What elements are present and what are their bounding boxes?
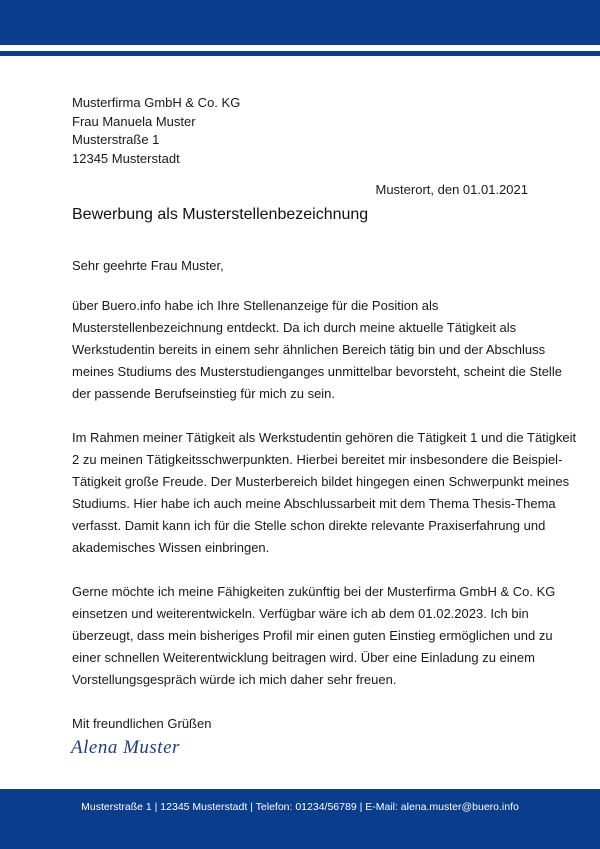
paragraph-1 <box>72 295 562 405</box>
paragraph-line: über Buero.info habe ich Ihre Stellenanzeige für die Position als <box>72 298 439 313</box>
paragraph-line: akademisches Wissen einbringen. <box>72 540 270 555</box>
recipient-city: 12345 Musterstadt <box>72 151 180 167</box>
paragraph-line: meines Studiums des Musterstudienganges unmittelbar bevorsteht, scheint die Stelle <box>72 364 562 379</box>
paragraph-line: Musterstellenbezeichnung entdeckt. Da ich durch meine aktuelle Tätigkeit als <box>72 320 517 335</box>
paragraph-line: Im Rahmen meiner Tätigkeit als Werkstudentin gehören die Tätigkeit 1 und die Tätigkeit <box>72 430 577 445</box>
footer-contact-info: Musterstraße 1 | 12345 Musterstadt | Telefon: 01234/56789 | E-Mail: alena.muster@buero.info <box>81 801 519 813</box>
paragraph-2 <box>72 427 577 559</box>
header-stripe <box>0 51 600 56</box>
paragraph-line: Vorstellungsgespräch würde ich mich daher sehr freuen. <box>72 672 397 687</box>
recipient-contact: Frau Manuela Muster <box>72 113 196 129</box>
recipient-company: Musterfirma GmbH & Co. KG <box>72 95 241 110</box>
paragraph-line: 2 zu meinen Tätigkeitsschwerpunkten. Hierbei bereitet mir insbesondere die Beispiel- <box>72 452 563 467</box>
signature: Alena Muster <box>71 737 180 758</box>
closing-line: Mit freundlichen Grüßen <box>72 716 212 731</box>
paragraph-line: einsetzen und weiterentwickeln. Verfügbar wäre ich ab dem 01.02.2023. Ich bin <box>72 606 529 621</box>
paragraph-line: einer schnellen Weiterentwicklung beitragen wird. Über eine Einladung zu einem <box>72 650 535 665</box>
paragraph-line: Studiums. Hier habe ich auch meine Abschlussarbeit mit dem Thema Thesis-Thema <box>72 496 556 511</box>
paragraph-line: Werkstudentin bereits in einem sehr ähnlichen Bereich tätig bin und der Abschluss <box>72 342 546 357</box>
paragraph-line: der passende Berufseinstieg für mich zu sein. <box>72 386 336 401</box>
recipient-address <box>72 94 240 169</box>
recipient-street: Musterstraße 1 <box>72 132 160 148</box>
paragraph-line: Tätigkeit große Freude. Der Musterbereich bildet hingegen einen Schwerpunkt meines <box>72 474 570 489</box>
footer-band <box>0 789 600 849</box>
header-band <box>0 0 600 45</box>
paragraph-line: überzeugt, dass mein bisheriges Profil mir einen guten Einstieg ermöglichen und zu <box>72 628 553 643</box>
paragraph-3 <box>72 581 556 691</box>
paragraph-line: Gerne möchte ich meine Fähigkeiten zukünftig bei der Musterfirma GmbH & Co. KG <box>72 584 556 599</box>
date-line: Musterort, den 01.01.2021 <box>375 182 528 197</box>
subject-line: Bewerbung als Musterstellenbezeichnung <box>72 206 369 223</box>
paragraph-line: verfasst. Damit kann ich für die Stelle schon direkte relevante Praxiserfahrung und <box>72 518 546 533</box>
salutation: Sehr geehrte Frau Muster, <box>72 258 224 273</box>
